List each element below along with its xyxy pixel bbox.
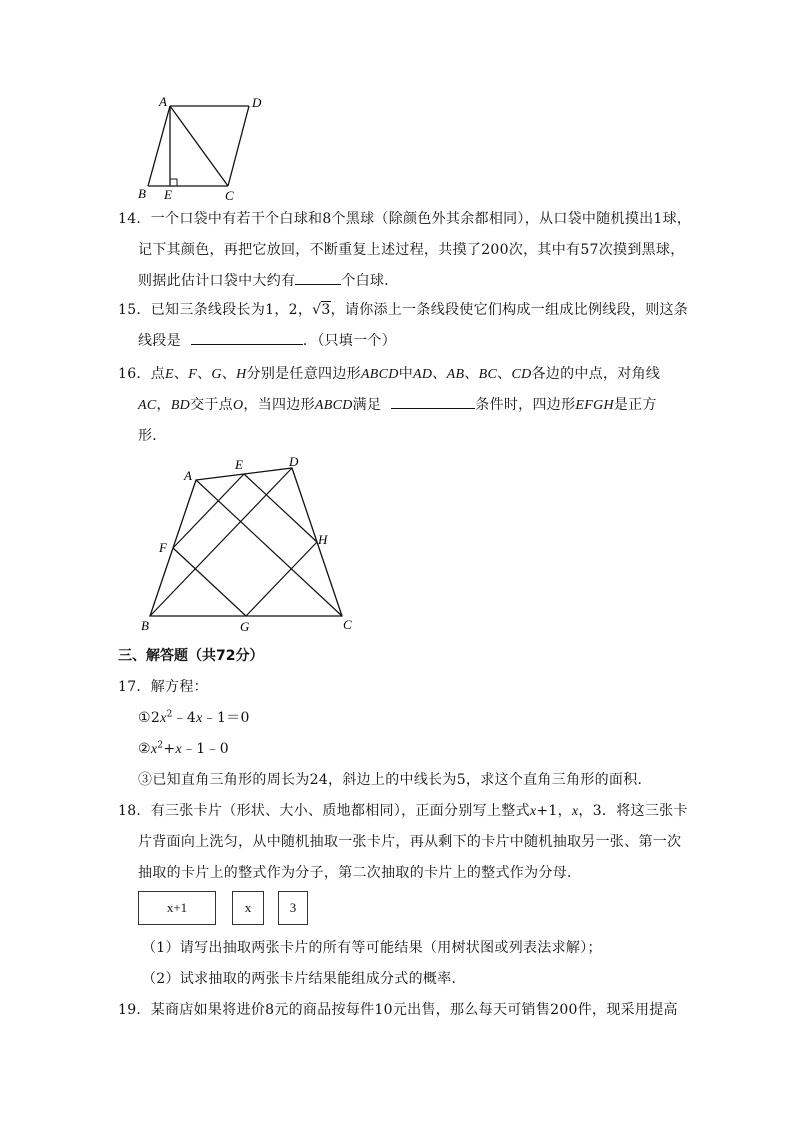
q16-text: 中 [398,366,414,382]
q18-number: 18． [118,803,151,819]
var-g: G [211,367,222,382]
q15-number: 15． [118,302,151,318]
label-a: A [184,468,192,483]
q16-text: ，当四边形 [243,397,315,413]
var-cd: CD [511,367,532,382]
q14-line1: 一个口袋中有若干个白球和8个黑球（除颜色外其余都相同），从口袋中随机摸出1球， [150,211,692,227]
section-title: 三、解答题（共72分） [118,648,264,664]
q16-sep: 、 [173,366,189,382]
q16-text: 点 [150,366,166,382]
var-ac: AC [138,398,157,413]
equation-1 [138,707,250,727]
label-a: A [159,94,167,109]
q16-sep: 、 [497,366,512,382]
segment-ab [148,106,170,186]
q18-text: 有三张卡片（形状、大小、质地都相同），正面分别写上整式 [150,803,530,819]
q16-text: 分别是任意四边形 [246,366,361,382]
label-d: D [252,95,262,110]
q16-comma: ， [156,397,171,413]
q18-sub2: （2）试求抽取的两张卡片结果能组成分式的概率． [142,971,466,987]
problem-3 [138,769,652,789]
q18-text: +1， [536,803,572,819]
equation-2 [138,738,229,758]
eq-text: 2 [150,710,161,726]
q18-text: ，3．将这三张卡 [578,803,688,819]
q18-sub1: （1）请写出抽取两张卡片的所有等可能结果（用树状图或列表法求解）； [142,940,602,956]
var-bc: BC [478,367,498,382]
var-x: x [150,742,158,757]
problem-text: 已知直角三角形的周长为24，斜边上的中线长为5，求这个直角三角形的面积． [152,772,652,788]
var-e: E [165,367,174,382]
q17-number: 17． [118,679,151,695]
q16-text: 交于点 [190,397,233,413]
q14-number: 14． [118,211,151,227]
q14-answer-blank[interactable] [295,270,341,285]
figure-parallelogram [130,92,280,204]
var-bd: BD [170,398,191,413]
label-e: E [164,187,172,202]
segment-ac [170,106,228,186]
label-c: C [343,617,352,632]
label-c: C [225,188,234,203]
figure-quadrilateral-midpoints [135,450,360,635]
eq-text: ﹣4 [172,710,197,726]
var-x: x [175,742,182,757]
sqrt-symbol: √ [312,302,322,318]
q14-line3b: 个白球． [341,273,399,289]
q16-line3: 形． [138,428,167,444]
q16-sep: 、 [221,366,237,382]
q15-sqrt-value: 3 [321,302,331,318]
label-b: B [141,618,149,633]
var-h: H [236,367,247,382]
q16-text: 各边的中点，对角线 [531,366,661,382]
circled-number: ② [138,741,151,757]
eq-text: ﹣1＝0 [202,710,250,726]
exponent: 2 [157,740,164,751]
right-angle-mark [170,179,177,186]
q16-sep: 、 [464,366,479,382]
card-row [138,891,338,925]
q19-line1: 某商店如果将进价8元的商品按每件10元出售，那么每天可销售200件，现采用提高 [150,1002,678,1018]
var-x: x [571,804,579,819]
label-f: F [159,540,167,555]
eq-text: + [163,741,176,757]
var-o: O [232,398,244,413]
q14-line2: 记下其颜色，再把它放回，不断重复上述过程，共摸了200次，其中有57次摸到黑球， [138,242,685,258]
segment-ef [173,474,244,548]
var-ad: AD [413,367,433,382]
var-x: x [196,711,203,726]
card-3: 3 [278,891,308,925]
var-f: F [188,367,198,382]
segment-gh [246,542,317,616]
var-x: x [529,804,537,819]
var-x: x [160,711,167,726]
q15-line2a: 线段是 [138,333,181,349]
card-x: x [232,891,264,925]
eq-text: ﹣1﹣0 [181,741,229,757]
q17-title: 解方程： [150,679,208,695]
q15-answer-blank[interactable] [191,330,303,345]
q15-line1b: ，请你添上一条线段使它们构成一组成比例线段，则这条 [330,302,689,318]
q18-line3: 抽取的卡片上的整式作为分子，第二次抽取的卡片上的整式作为分母． [138,865,582,881]
q16-sep: 、 [197,366,212,382]
q16-answer-blank[interactable] [391,394,475,409]
q16-text: 条件时，四边形 [475,397,576,413]
q18-line2: 片背面向上洗匀，从中随机抽取一张卡片，再从剩下的卡片中随机抽取另一张、第一次 [138,834,682,850]
card-x-plus-1: x+1 [138,891,216,925]
circled-number: ① [138,710,151,726]
q14-line3a: 则据此估计口袋中大约有 [138,273,296,289]
exponent: 2 [166,709,173,720]
var-abcd: ABCD [360,367,399,382]
q16-text: 是正方 [613,397,657,413]
var-ab: AB [446,367,465,382]
q16-number: 16． [118,366,151,382]
var-abcd: ABCD [314,398,353,413]
q16-sep: 、 [432,366,447,382]
circled-number: ③ [138,772,153,788]
q15-line2b: ．（只填一个） [302,333,397,349]
segment-dc [228,106,249,186]
label-h: H [318,532,328,547]
label-b: B [138,186,146,201]
var-efgh: EFGH [575,398,614,413]
q15-line1a: 已知三条线段长为1，2， [150,302,313,318]
label-e: E [235,457,243,472]
label-g: G [240,619,250,634]
q16-text: 满足 [352,397,382,413]
q19-number: 19． [118,1002,151,1018]
label-d: D [289,454,299,469]
diagonal-bd [150,468,292,616]
segment-fg [173,548,246,616]
